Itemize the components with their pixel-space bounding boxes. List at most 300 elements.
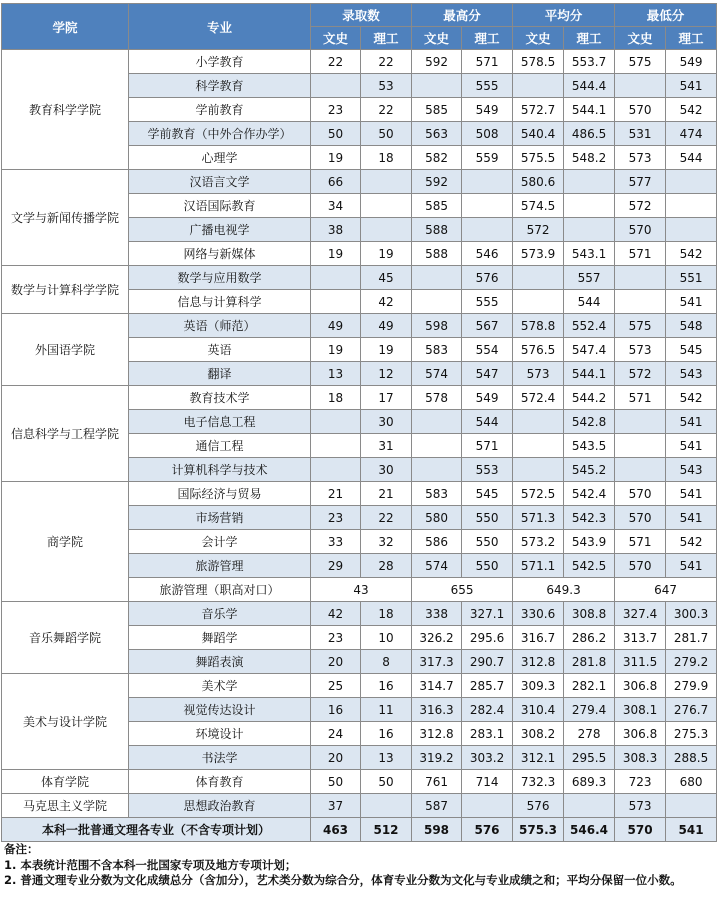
- college-name: 音乐舞蹈学院: [2, 602, 129, 674]
- value-cell: 326.2: [412, 626, 462, 650]
- value-cell: 16: [311, 698, 361, 722]
- value-cell: 542: [666, 242, 717, 266]
- value-cell: 22: [361, 506, 412, 530]
- value-cell: 16: [361, 722, 412, 746]
- value-cell: 50: [361, 770, 412, 794]
- notes-title: 备注：: [4, 842, 39, 856]
- value-cell: 547.4: [564, 338, 615, 362]
- value-cell: 21: [311, 482, 361, 506]
- value-cell: 279.9: [666, 674, 717, 698]
- major-name: 舞蹈学: [129, 626, 311, 650]
- value-cell: 549: [462, 98, 513, 122]
- major-name: 信息与计算科学: [129, 290, 311, 314]
- table-row: [2, 386, 717, 410]
- major-name: 书法学: [129, 746, 311, 770]
- value-cell: 18: [311, 386, 361, 410]
- total-cell: 541: [666, 818, 717, 842]
- value-cell: 573: [615, 794, 666, 818]
- note-item-1: 1. 本表统计范围不含本科一批国家专项及地方专项计划；: [4, 857, 297, 872]
- value-cell: 338: [412, 602, 462, 626]
- note-item-2: 2. 普通文理专业分数为文化成绩总分（含加分），艺术类分数为综合分，体育专业分数为文化与专业成绩之和；平均分保留一位小数。: [4, 873, 682, 887]
- value-cell: 310.4: [513, 698, 564, 722]
- value-cell: 53: [361, 74, 412, 98]
- major-name: 音乐学: [129, 602, 311, 626]
- value-cell: 50: [311, 122, 361, 146]
- value-cell: 573.2: [513, 530, 564, 554]
- total-cell: 512: [361, 818, 412, 842]
- header-major: 专业: [129, 4, 311, 50]
- merged-value-cell: 647: [615, 578, 717, 602]
- value-cell: 34: [311, 194, 361, 218]
- value-cell: 761: [412, 770, 462, 794]
- value-cell: 582: [412, 146, 462, 170]
- value-cell: 11: [361, 698, 412, 722]
- major-name: 学前教育: [129, 98, 311, 122]
- value-cell: 578.5: [513, 50, 564, 74]
- value-cell: 303.2: [462, 746, 513, 770]
- subheader-arts: 文史: [412, 27, 462, 50]
- value-cell: 572: [615, 194, 666, 218]
- header-admitted: 录取数: [311, 4, 412, 27]
- major-name: 旅游管理（职高对口）: [129, 578, 311, 602]
- value-cell: 317.3: [412, 650, 462, 674]
- value-cell: 571: [615, 386, 666, 410]
- value-cell: 567: [462, 314, 513, 338]
- value-cell: 576: [513, 794, 564, 818]
- notes: [4, 842, 714, 889]
- header-lowest: 最低分: [615, 4, 717, 27]
- major-name: 舞蹈表演: [129, 650, 311, 674]
- value-cell: 540.4: [513, 122, 564, 146]
- value-cell: 585: [412, 98, 462, 122]
- value-cell: 37: [311, 794, 361, 818]
- merged-value-cell: 649.3: [513, 578, 615, 602]
- value-cell: 545.2: [564, 458, 615, 482]
- table-row: [2, 770, 717, 794]
- value-cell: 13: [311, 362, 361, 386]
- value-cell: 570: [615, 98, 666, 122]
- header-college: 学院: [2, 4, 129, 50]
- table-row: [2, 170, 717, 194]
- value-cell: [311, 410, 361, 434]
- value-cell: 572.4: [513, 386, 564, 410]
- value-cell: [361, 170, 412, 194]
- value-cell: 22: [361, 50, 412, 74]
- value-cell: 563: [412, 122, 462, 146]
- value-cell: 572.7: [513, 98, 564, 122]
- major-name: 计算机科学与技术: [129, 458, 311, 482]
- value-cell: 38: [311, 218, 361, 242]
- value-cell: [462, 794, 513, 818]
- value-cell: 575: [615, 314, 666, 338]
- value-cell: 541: [666, 290, 717, 314]
- value-cell: 13: [361, 746, 412, 770]
- value-cell: [513, 458, 564, 482]
- value-cell: [666, 794, 717, 818]
- value-cell: 578.8: [513, 314, 564, 338]
- value-cell: 576.5: [513, 338, 564, 362]
- value-cell: [412, 458, 462, 482]
- total-cell: 570: [615, 818, 666, 842]
- value-cell: 586: [412, 530, 462, 554]
- value-cell: 31: [361, 434, 412, 458]
- major-name: 科学教育: [129, 74, 311, 98]
- value-cell: [462, 170, 513, 194]
- value-cell: 16: [361, 674, 412, 698]
- value-cell: 553.7: [564, 50, 615, 74]
- value-cell: 282.4: [462, 698, 513, 722]
- value-cell: [615, 410, 666, 434]
- value-cell: 286.2: [564, 626, 615, 650]
- value-cell: 327.4: [615, 602, 666, 626]
- major-name: 思想政治教育: [129, 794, 311, 818]
- value-cell: 20: [311, 746, 361, 770]
- value-cell: 571: [462, 434, 513, 458]
- value-cell: 571.3: [513, 506, 564, 530]
- college-name: 教育科学学院: [2, 50, 129, 170]
- value-cell: 50: [361, 122, 412, 146]
- value-cell: [513, 266, 564, 290]
- value-cell: 553: [462, 458, 513, 482]
- value-cell: 531: [615, 122, 666, 146]
- subheader-science: 理工: [361, 27, 412, 50]
- value-cell: 278: [564, 722, 615, 746]
- major-name: 视觉传达设计: [129, 698, 311, 722]
- value-cell: [412, 434, 462, 458]
- value-cell: 570: [615, 218, 666, 242]
- value-cell: 319.2: [412, 746, 462, 770]
- value-cell: 45: [361, 266, 412, 290]
- major-name: 翻译: [129, 362, 311, 386]
- major-name: 汉语言文学: [129, 170, 311, 194]
- value-cell: 541: [666, 506, 717, 530]
- value-cell: 550: [462, 506, 513, 530]
- value-cell: 24: [311, 722, 361, 746]
- value-cell: 308.1: [615, 698, 666, 722]
- major-name: 国际经济与贸易: [129, 482, 311, 506]
- table-row: [2, 482, 717, 506]
- value-cell: 544.4: [564, 74, 615, 98]
- value-cell: 549: [462, 386, 513, 410]
- value-cell: 314.7: [412, 674, 462, 698]
- major-name: 学前教育（中外合作办学）: [129, 122, 311, 146]
- total-cell: 575.3: [513, 818, 564, 842]
- major-name: 体育教育: [129, 770, 311, 794]
- value-cell: 544: [666, 146, 717, 170]
- value-cell: 587: [412, 794, 462, 818]
- value-cell: 311.5: [615, 650, 666, 674]
- college-name: 文学与新闻传播学院: [2, 170, 129, 266]
- value-cell: 546: [462, 242, 513, 266]
- value-cell: 689.3: [564, 770, 615, 794]
- value-cell: 573: [615, 338, 666, 362]
- value-cell: 570: [615, 482, 666, 506]
- table-row: [2, 50, 717, 74]
- value-cell: 548.2: [564, 146, 615, 170]
- value-cell: 306.8: [615, 722, 666, 746]
- major-name: 广播电视学: [129, 218, 311, 242]
- value-cell: [412, 410, 462, 434]
- value-cell: [462, 194, 513, 218]
- table-body: [2, 50, 717, 818]
- value-cell: 571: [462, 50, 513, 74]
- value-cell: 571: [615, 242, 666, 266]
- major-name: 通信工程: [129, 434, 311, 458]
- value-cell: 583: [412, 482, 462, 506]
- value-cell: [666, 170, 717, 194]
- value-cell: 21: [361, 482, 412, 506]
- header-average: 平均分: [513, 4, 615, 27]
- value-cell: [564, 170, 615, 194]
- value-cell: 574: [412, 554, 462, 578]
- value-cell: 543: [666, 362, 717, 386]
- value-cell: 283.1: [462, 722, 513, 746]
- major-name: 汉语国际教育: [129, 194, 311, 218]
- value-cell: 275.3: [666, 722, 717, 746]
- value-cell: 542: [666, 98, 717, 122]
- value-cell: [513, 74, 564, 98]
- value-cell: 571: [615, 530, 666, 554]
- table-row: [2, 602, 717, 626]
- value-cell: 543.9: [564, 530, 615, 554]
- value-cell: 544: [564, 290, 615, 314]
- value-cell: 585: [412, 194, 462, 218]
- value-cell: 541: [666, 434, 717, 458]
- value-cell: 281.8: [564, 650, 615, 674]
- college-name: 美术与设计学院: [2, 674, 129, 770]
- value-cell: 573: [513, 362, 564, 386]
- value-cell: 10: [361, 626, 412, 650]
- value-cell: 541: [666, 554, 717, 578]
- value-cell: 550: [462, 530, 513, 554]
- value-cell: 295.6: [462, 626, 513, 650]
- header-row: [2, 4, 717, 27]
- value-cell: 544.1: [564, 362, 615, 386]
- value-cell: 290.7: [462, 650, 513, 674]
- value-cell: [311, 74, 361, 98]
- value-cell: 542: [666, 386, 717, 410]
- value-cell: 330.6: [513, 602, 564, 626]
- major-name: 市场营销: [129, 506, 311, 530]
- value-cell: [666, 218, 717, 242]
- table-row: [2, 794, 717, 818]
- major-name: 旅游管理: [129, 554, 311, 578]
- value-cell: 18: [361, 146, 412, 170]
- value-cell: 588: [412, 218, 462, 242]
- value-cell: 549: [666, 50, 717, 74]
- value-cell: 12: [361, 362, 412, 386]
- college-name: 商学院: [2, 482, 129, 602]
- value-cell: 573: [615, 146, 666, 170]
- value-cell: 49: [361, 314, 412, 338]
- major-name: 英语（师范）: [129, 314, 311, 338]
- total-row: [2, 818, 717, 842]
- value-cell: 580.6: [513, 170, 564, 194]
- value-cell: 550: [462, 554, 513, 578]
- value-cell: 22: [311, 50, 361, 74]
- major-name: 美术学: [129, 674, 311, 698]
- value-cell: 541: [666, 410, 717, 434]
- value-cell: 316.7: [513, 626, 564, 650]
- merged-value-cell: 655: [412, 578, 513, 602]
- subheader-science: 理工: [666, 27, 717, 50]
- value-cell: [564, 194, 615, 218]
- major-name: 环境设计: [129, 722, 311, 746]
- value-cell: 583: [412, 338, 462, 362]
- table-row: [2, 266, 717, 290]
- value-cell: 723: [615, 770, 666, 794]
- value-cell: 49: [311, 314, 361, 338]
- value-cell: 19: [361, 338, 412, 362]
- value-cell: 306.8: [615, 674, 666, 698]
- value-cell: 542.3: [564, 506, 615, 530]
- value-cell: 312.1: [513, 746, 564, 770]
- value-cell: 541: [666, 74, 717, 98]
- value-cell: 548: [666, 314, 717, 338]
- value-cell: 554: [462, 338, 513, 362]
- value-cell: 555: [462, 74, 513, 98]
- value-cell: [615, 458, 666, 482]
- total-label: 本科一批普通文理各专业（不含专项计划）: [2, 818, 311, 842]
- value-cell: 32: [361, 530, 412, 554]
- value-cell: 279.2: [666, 650, 717, 674]
- subheader-science: 理工: [564, 27, 615, 50]
- value-cell: [311, 290, 361, 314]
- value-cell: [361, 218, 412, 242]
- value-cell: 543.1: [564, 242, 615, 266]
- total-cell: 546.4: [564, 818, 615, 842]
- value-cell: 572: [615, 362, 666, 386]
- value-cell: [311, 458, 361, 482]
- value-cell: 309.3: [513, 674, 564, 698]
- value-cell: 574: [412, 362, 462, 386]
- value-cell: 19: [311, 146, 361, 170]
- value-cell: 557: [564, 266, 615, 290]
- value-cell: 551: [666, 266, 717, 290]
- value-cell: 575: [615, 50, 666, 74]
- value-cell: 575.5: [513, 146, 564, 170]
- major-name: 数学与应用数学: [129, 266, 311, 290]
- value-cell: [412, 290, 462, 314]
- major-name: 电子信息工程: [129, 410, 311, 434]
- value-cell: 592: [412, 50, 462, 74]
- value-cell: 474: [666, 122, 717, 146]
- value-cell: 20: [311, 650, 361, 674]
- value-cell: 588: [412, 242, 462, 266]
- total-cell: 576: [462, 818, 513, 842]
- value-cell: 542.4: [564, 482, 615, 506]
- value-cell: [615, 266, 666, 290]
- value-cell: 543.5: [564, 434, 615, 458]
- value-cell: 714: [462, 770, 513, 794]
- value-cell: [311, 434, 361, 458]
- value-cell: 542.8: [564, 410, 615, 434]
- value-cell: 543: [666, 458, 717, 482]
- value-cell: 29: [311, 554, 361, 578]
- value-cell: [361, 194, 412, 218]
- value-cell: 570: [615, 506, 666, 530]
- value-cell: [666, 194, 717, 218]
- value-cell: 573.9: [513, 242, 564, 266]
- table-row: [2, 674, 717, 698]
- value-cell: 30: [361, 410, 412, 434]
- header-highest: 最高分: [412, 4, 513, 27]
- value-cell: 28: [361, 554, 412, 578]
- value-cell: 544: [462, 410, 513, 434]
- value-cell: 580: [412, 506, 462, 530]
- major-name: 会计学: [129, 530, 311, 554]
- value-cell: 570: [615, 554, 666, 578]
- value-cell: 308.8: [564, 602, 615, 626]
- major-name: 网络与新媒体: [129, 242, 311, 266]
- value-cell: 542.5: [564, 554, 615, 578]
- major-name: 小学教育: [129, 50, 311, 74]
- value-cell: [462, 218, 513, 242]
- value-cell: 578: [412, 386, 462, 410]
- value-cell: 22: [361, 98, 412, 122]
- value-cell: 572.5: [513, 482, 564, 506]
- value-cell: 19: [361, 242, 412, 266]
- value-cell: 17: [361, 386, 412, 410]
- value-cell: 541: [666, 482, 717, 506]
- value-cell: 312.8: [412, 722, 462, 746]
- value-cell: 508: [462, 122, 513, 146]
- value-cell: [564, 218, 615, 242]
- value-cell: 279.4: [564, 698, 615, 722]
- value-cell: 732.3: [513, 770, 564, 794]
- value-cell: 545: [666, 338, 717, 362]
- college-name: 外国语学院: [2, 314, 129, 386]
- value-cell: 8: [361, 650, 412, 674]
- value-cell: 285.7: [462, 674, 513, 698]
- value-cell: 576: [462, 266, 513, 290]
- value-cell: [412, 266, 462, 290]
- value-cell: 288.5: [666, 746, 717, 770]
- value-cell: [564, 794, 615, 818]
- value-cell: 592: [412, 170, 462, 194]
- value-cell: 300.3: [666, 602, 717, 626]
- value-cell: 559: [462, 146, 513, 170]
- value-cell: 276.7: [666, 698, 717, 722]
- value-cell: 313.7: [615, 626, 666, 650]
- value-cell: 572: [513, 218, 564, 242]
- value-cell: 544.1: [564, 98, 615, 122]
- value-cell: 486.5: [564, 122, 615, 146]
- value-cell: 552.4: [564, 314, 615, 338]
- table-row: [2, 314, 717, 338]
- value-cell: 598: [412, 314, 462, 338]
- college-name: 马克思主义学院: [2, 794, 129, 818]
- value-cell: 23: [311, 98, 361, 122]
- value-cell: 30: [361, 458, 412, 482]
- college-name: 信息科学与工程学院: [2, 386, 129, 482]
- admission-score-table: [1, 3, 717, 842]
- value-cell: 571.1: [513, 554, 564, 578]
- value-cell: [412, 74, 462, 98]
- value-cell: 577: [615, 170, 666, 194]
- value-cell: 680: [666, 770, 717, 794]
- value-cell: 50: [311, 770, 361, 794]
- value-cell: 25: [311, 674, 361, 698]
- major-name: 心理学: [129, 146, 311, 170]
- value-cell: 23: [311, 626, 361, 650]
- value-cell: 281.7: [666, 626, 717, 650]
- value-cell: [513, 410, 564, 434]
- college-name: 数学与计算科学学院: [2, 266, 129, 314]
- value-cell: 42: [361, 290, 412, 314]
- major-name: 教育技术学: [129, 386, 311, 410]
- value-cell: [513, 290, 564, 314]
